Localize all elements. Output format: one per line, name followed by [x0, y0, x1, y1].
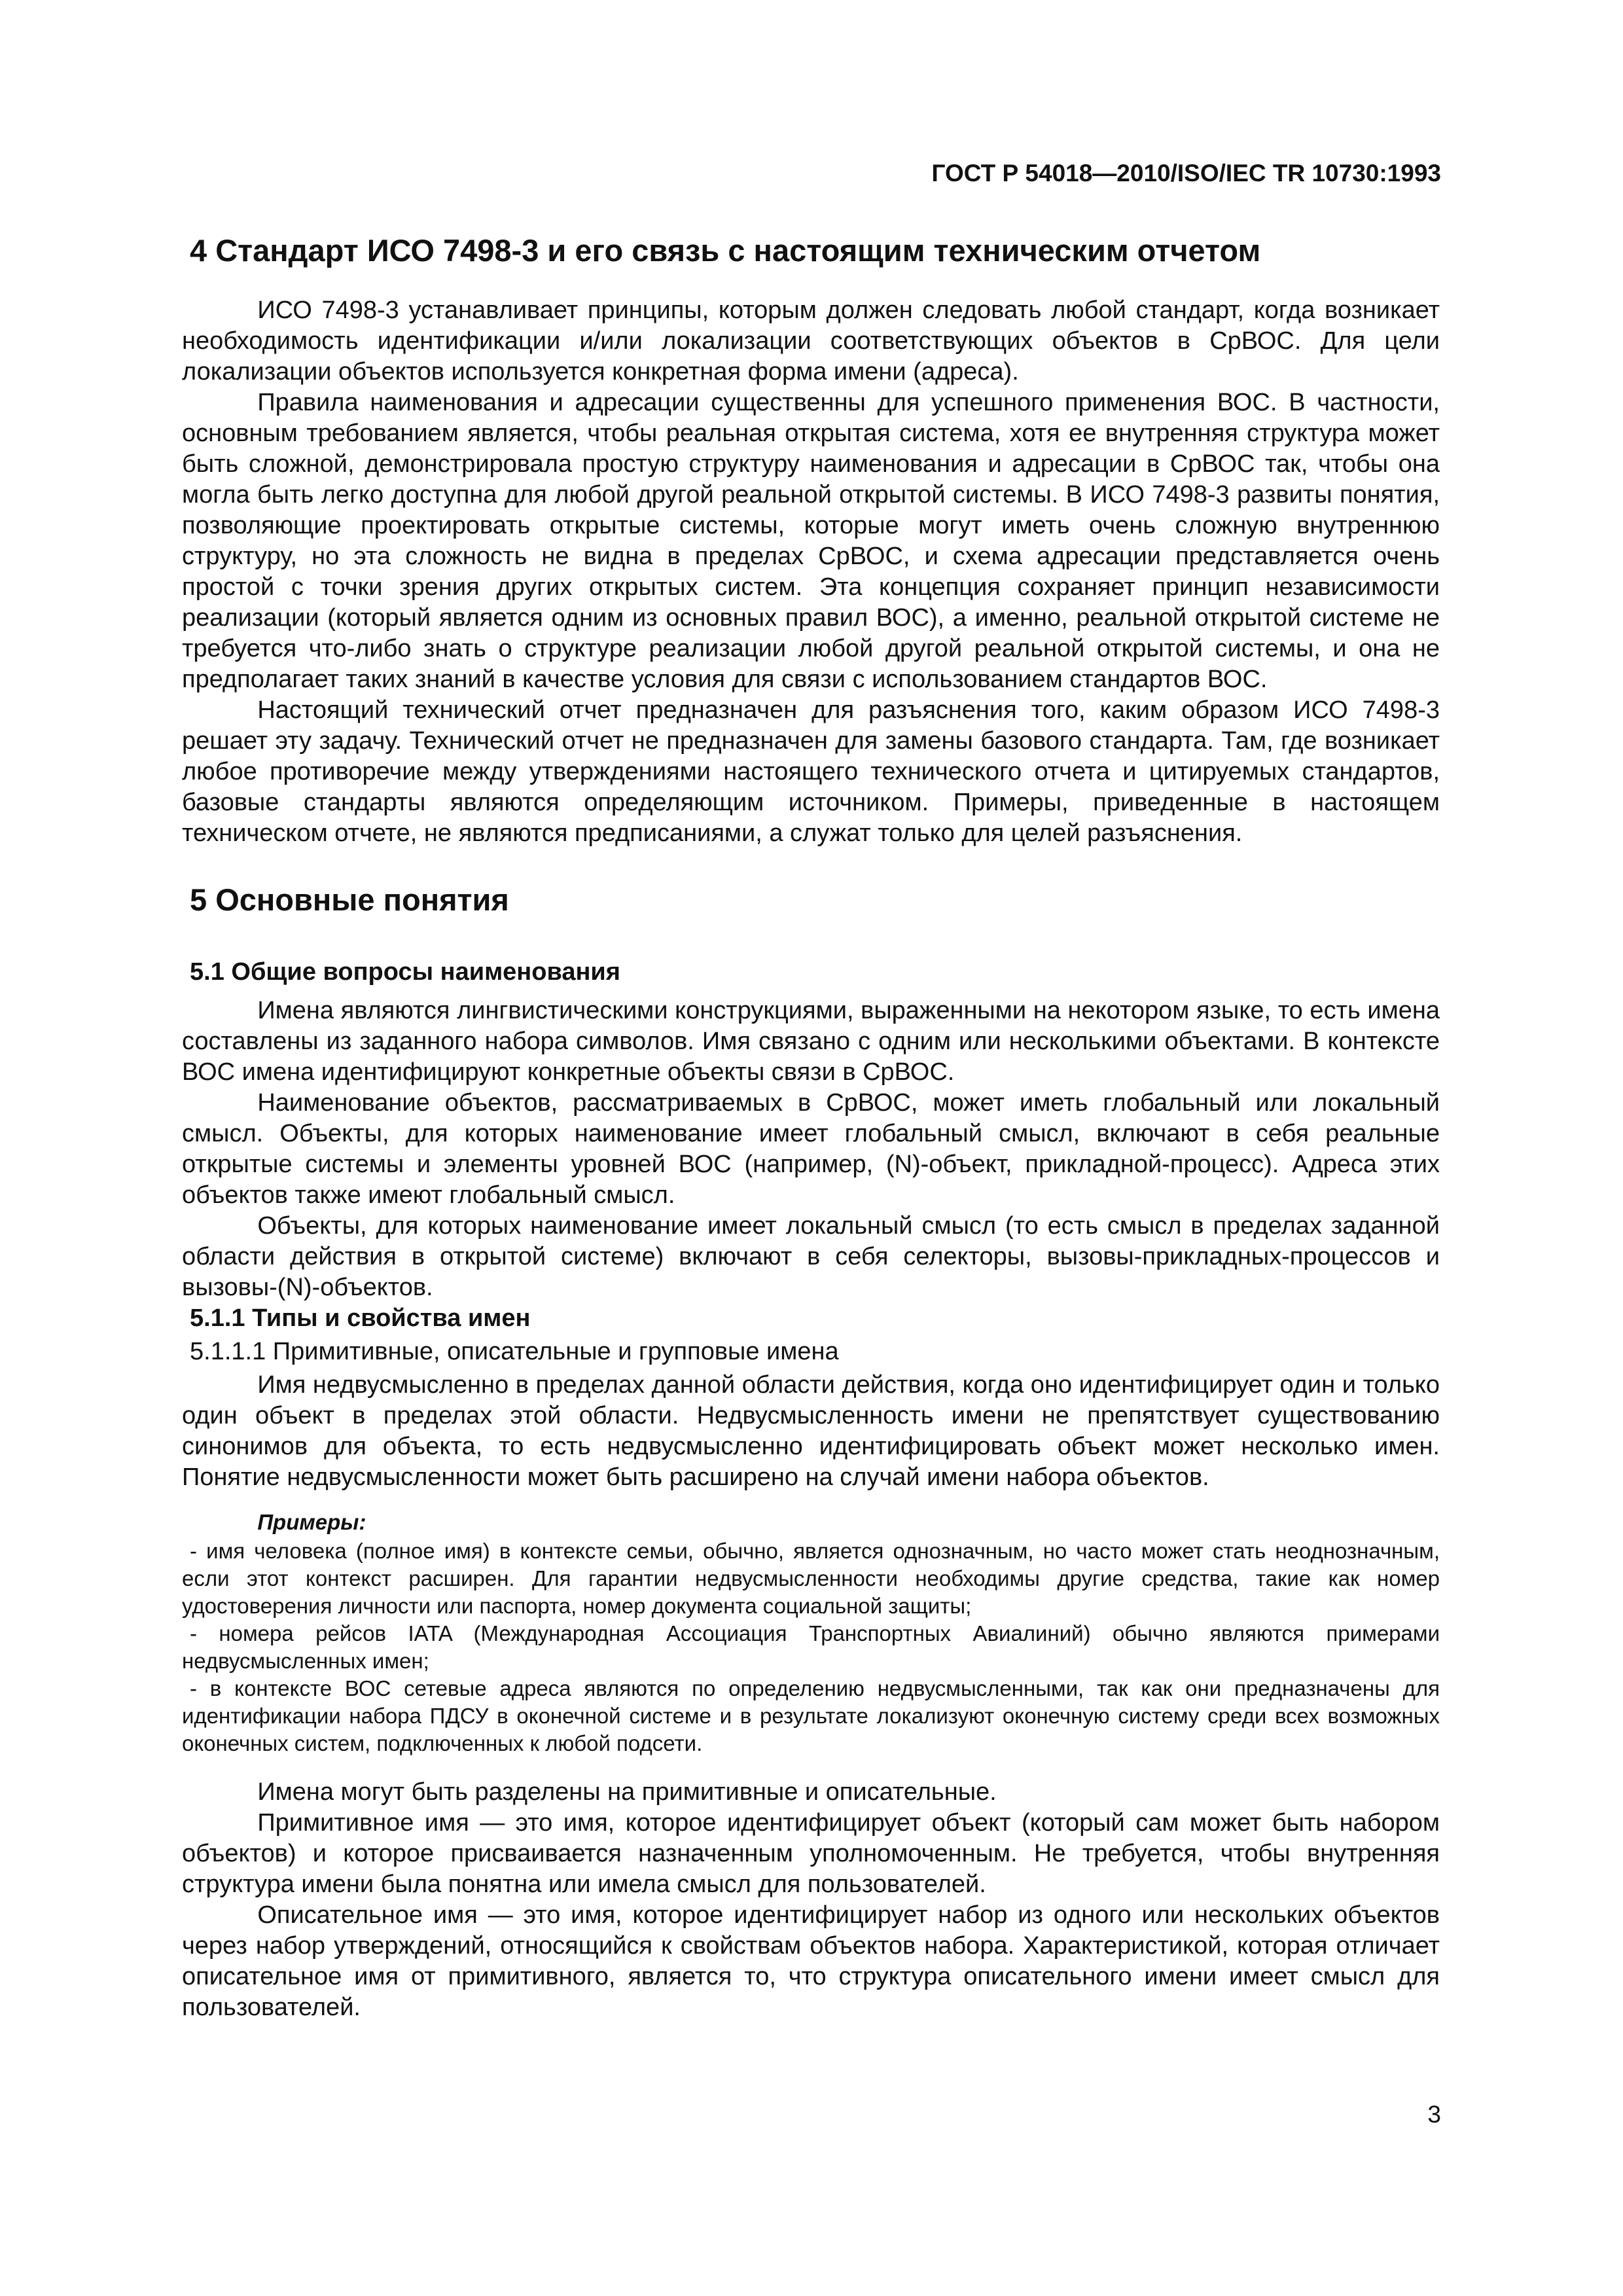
closing-paragraph: Имена могут быть разделены на примитивные и описательные. [257, 1778, 997, 1806]
section-4-paragraph: Правила наименования и адресации существенны для успешного применения ВОС. В частности, основным требованием является, чтобы реальная открытая система, хотя ее внутренняя структура может быть сложной, демонстрировала простую структуру наименования и адресации в СрВОС так, чтобы она могла быть легко доступна для любой другой реальной открытой системы. В ИСО 7498-3 развиты понятия, позволяющие проектировать открытые системы, которые могут иметь очень сложную внутреннюю структуру, но эта сложность не видна в пределах СрВОС, и схема адресации представляется очень простой с точки зрения других открытых систем. Эта концепция сохраняет принцип независимости реализации (который является одним из основных правил ВОС), а именно, реальной открытой системе не требуется что-либо знать о структуре реализации любой другой реальной открытой системы, и она не предполагает таких знаний в качестве условия для связи с использованием стандартов ВОС. [182, 389, 1440, 694]
examples-title: Примеры: [257, 1509, 366, 1534]
page-number: 3 [1427, 2101, 1441, 2128]
subsection-5-1-paragraph: Наименование объектов, рассматриваемых в СрВОС, может иметь глобальный или локальный смысл. Объекты, для которых наименование имеет глобальный смысл, включают в себя реальные открытые системы и элементы уровней ВОС (например, (N)-объект, прикладной-процесс). Адреса этих объектов также имеют глобальный смысл. [182, 1088, 1440, 1209]
subsection-5-1-title: 5.1 Общие вопросы наименования [190, 958, 620, 986]
example-item: - имя человека (полное имя) в контексте семьи, обычно, является однозначным, но часто может стать неоднозначным, если этот контекст расширен. Для гарантии недвусмысленности необходимы другие средства, такие как номер удостоверения личности или паспорта, номер документа социальной защиты; [182, 1538, 1440, 1618]
section-4-title: 4 Стандарт ИСО 7498-3 и его связь с настоящим техническим отчетом [190, 233, 1261, 268]
subsection-5-1-paragraph: Объекты, для которых наименование имеет локальный смысл (то есть смысл в пределах заданной области действия в открытой системе) включают в себя селекторы, вызовы-прикладных-процессов и вызовы-(N)-объектов. [182, 1211, 1440, 1301]
closing-paragraph: Описательное имя — это имя, которое идентифицирует набор из одного или нескольких объектов через набор утверждений, относящийся к свойствам объектов набора. Характеристикой, которая отличает описательное имя от примитивного, является то, что структура описательного имени имеет смысл для пользователей. [182, 1901, 1440, 2021]
closing-paragraph: Примитивное имя — это имя, которое идентифицирует объект (который сам может быть набором объектов) и которое присваивается назначенным уполномоченным. Не требуется, чтобы внутренняя структура имени была понятна или имела смысл для пользователей. [182, 1808, 1440, 1898]
example-item: - номера рейсов IATA (Международная Ассоциация Транспортных Авиалиний) обычно являются примерами недвусмысленных имен; [182, 1621, 1440, 1673]
subsection-5-1-1-1-paragraph: Имя недвусмысленно в пределах данной области действия, когда оно идентифицирует один и только один объект в пределах этой области. Недвусмысленность имени не препятствует существованию синонимов для объекта, то есть недвусмысленно идентифицировать объект может несколько имен. Понятие недвусмысленности может быть расширено на случай имени набора объектов. [182, 1371, 1440, 1491]
section-4-paragraph: ИСО 7498-3 устанавливает принципы, которым должен следовать любой стандарт, когда возникает необходимость идентификации и/или локализации соответствующих объектов в СрВОС. Для цели локализации объектов используется конкретная форма имени (адреса). [182, 296, 1440, 386]
section-4-paragraph: Настоящий технический отчет предназначен для разъяснения того, каким образом ИСО 7498-3 решает эту задачу. Технический отчет не предназначен для замены базового стандарта. Там, где возникает любое противоречие между утверждениями настоящего технического отчета и цитируемых стандартов, базовые стандарты являются определяющим источником. Примеры, приведенные в настоящем техническом отчете, не являются предписаниями, а служат только для целей разъяснения. [182, 696, 1440, 848]
page-content [182, 232, 1440, 2023]
subsection-5-1-paragraph: Имена являются лингвистическими конструкциями, выраженными на некотором языке, то есть имена составлены из заданного набора символов. Имя связано с одним или несколькими объектами. В контексте ВОС имена идентифицируют конкретные объекты связи в СрВОС. [182, 996, 1440, 1086]
examples-block [182, 1510, 1440, 1757]
section-5-title: 5 Основные понятия [190, 882, 509, 918]
document-code-header: ГОСТ Р 54018—2010/ISO/IEC TR 10730:1993 [931, 160, 1441, 187]
subsection-5-1-1-title: 5.1.1 Типы и свойства имен [190, 1304, 531, 1332]
subsection-5-1-1-1-title: 5.1.1.1 Примитивные, описательные и групповые имена [190, 1337, 839, 1365]
example-item: - в контексте ВОС сетевые адреса являются по определению недвусмысленными, так как они предназначены для идентификации набора ПДСУ в оконечной системе и в результате локализуют оконечную систему среди всех возможных оконечных систем, подключенных к любой подсети. [182, 1676, 1440, 1755]
